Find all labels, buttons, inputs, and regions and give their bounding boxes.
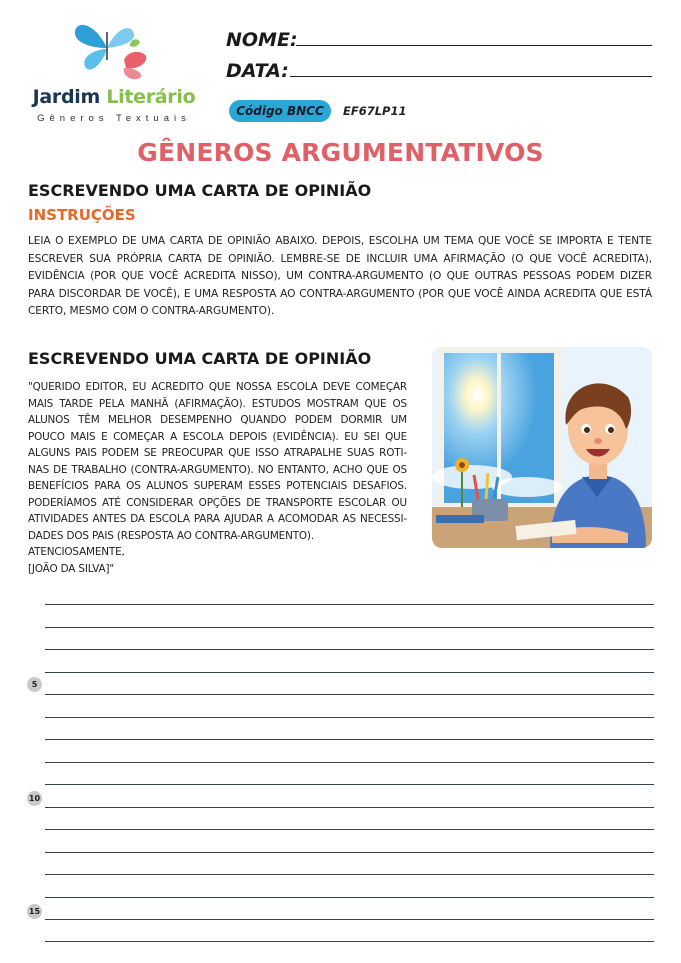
boy-at-desk-illustration (432, 347, 652, 548)
section-heading-2: ESCREVENDO UMA CARTA DE OPINIÃO (28, 349, 372, 368)
letter-closing: ATENCIOSAMENTE, (28, 546, 125, 558)
name-field[interactable] (296, 45, 652, 46)
writing-line-10[interactable] (45, 807, 654, 808)
writing-line-2[interactable] (45, 627, 654, 628)
brand-name: Jardim Literário (32, 86, 196, 108)
date-label: DATA: (226, 60, 289, 82)
writing-line-1[interactable] (45, 604, 654, 605)
writing-line-3[interactable] (45, 649, 654, 650)
name-label: NOME: (226, 29, 298, 51)
butterfly-icon (72, 16, 152, 84)
writing-line-14[interactable] (45, 897, 654, 898)
instructions-text: LEIA O EXEMPLO DE UMA CARTA DE OPINIÃO ABAIXO. DEPOIS, ESCOLHA UM TEMA QUE VOCÊ SE IMPORTA E TENTE ESCREVER SUA PRÓPRIA CARTA DE OPINIÃO. LEMBRE-SE DE INCLUIR UMA AFIRMAÇÃO (O QUE VOCÊ ACREDITA), EVIDÊNCIA (POR QUE VOCÊ ACREDITA NISSO), UM CONTRA-ARGUMENTO (O QUE OUTRAS PESSOAS PODEM DIZER PARA DISCORDAR DE VOCÊ), E UMA RESPOSTA AO CONTRA-ARGUMENTO (POR QUE VOCÊ AINDA ACREDITA QUE ESTÁ CERTO, MESMO COM O CONTRA-ARGUMENTO). (28, 235, 652, 317)
letter-signature: [JOÃO DA SILVA]" (28, 562, 115, 575)
jardim-literario-logo (28, 12, 200, 124)
letter-body: "QUERIDO EDITOR, EU ACREDITO QUE NOSSA ESCOLA DEVE COMEÇAR MAIS TARDE PELA MANHÃ (AFIRMAÇÃO). ESTUDOS MOSTRAM QUE OS ALUNOS TÊM MELHOR DESEMPENHO QUANDO PODEM DORMIR UM POUCO MAIS E COMEÇAR A ESCOLA DEPOIS (EVIDÊNCIA). EU SEI QUE ALGUNS PAIS PODEM SE PREOCUPAR QUE ISSO ATRAPALHE SUAS ROTI-NAS DE TRABALHO (CONTRA-ARGUMENTO). NO ENTANTO, ACHO QUE OS BENEFÍCIOS PARA OS ALUNOS SUPERAM ESSES POTENCIAIS DESAFIOS. PODERÍAMOS ATÉ CONSIDERAR OPÇÕES DE TRANSPORTE ESCOLAR OU ATIVIDADES ANTES DA ESCOLA PARA AJUDAR A ACOMODAR AS NECESSI-DADES DOS PAIS (RESPOSTA AO CONTRA-ARGUMENTO). (28, 381, 407, 542)
writing-line-13[interactable] (45, 874, 654, 875)
line-number-10: 10 (27, 791, 42, 806)
writing-line-15[interactable] (45, 919, 654, 920)
example-letter (28, 379, 407, 577)
section-heading-1: ESCREVENDO UMA CARTA DE OPINIÃO (28, 181, 372, 200)
writing-line-7[interactable] (45, 739, 654, 740)
writing-line-6[interactable] (45, 717, 654, 718)
bncc-badge: Código BNCC (229, 100, 331, 122)
brand-tagline: Gêneros Textuais (37, 113, 191, 124)
instructions-heading: INSTRUÇÕES (28, 206, 136, 224)
bncc-code: EF67LP11 (343, 104, 407, 118)
line-number-15: 15 (27, 904, 42, 919)
line-number-5: 5 (27, 677, 42, 692)
writing-line-9[interactable] (45, 784, 654, 785)
page-title: GÊNEROS ARGUMENTATIVOS (137, 138, 544, 167)
writing-line-5[interactable] (45, 694, 654, 695)
writing-line-8[interactable] (45, 762, 654, 763)
date-field[interactable] (290, 76, 652, 77)
writing-line-4[interactable] (45, 672, 654, 673)
writing-line-16[interactable] (45, 941, 654, 942)
writing-line-11[interactable] (45, 829, 654, 830)
writing-line-12[interactable] (45, 852, 654, 853)
